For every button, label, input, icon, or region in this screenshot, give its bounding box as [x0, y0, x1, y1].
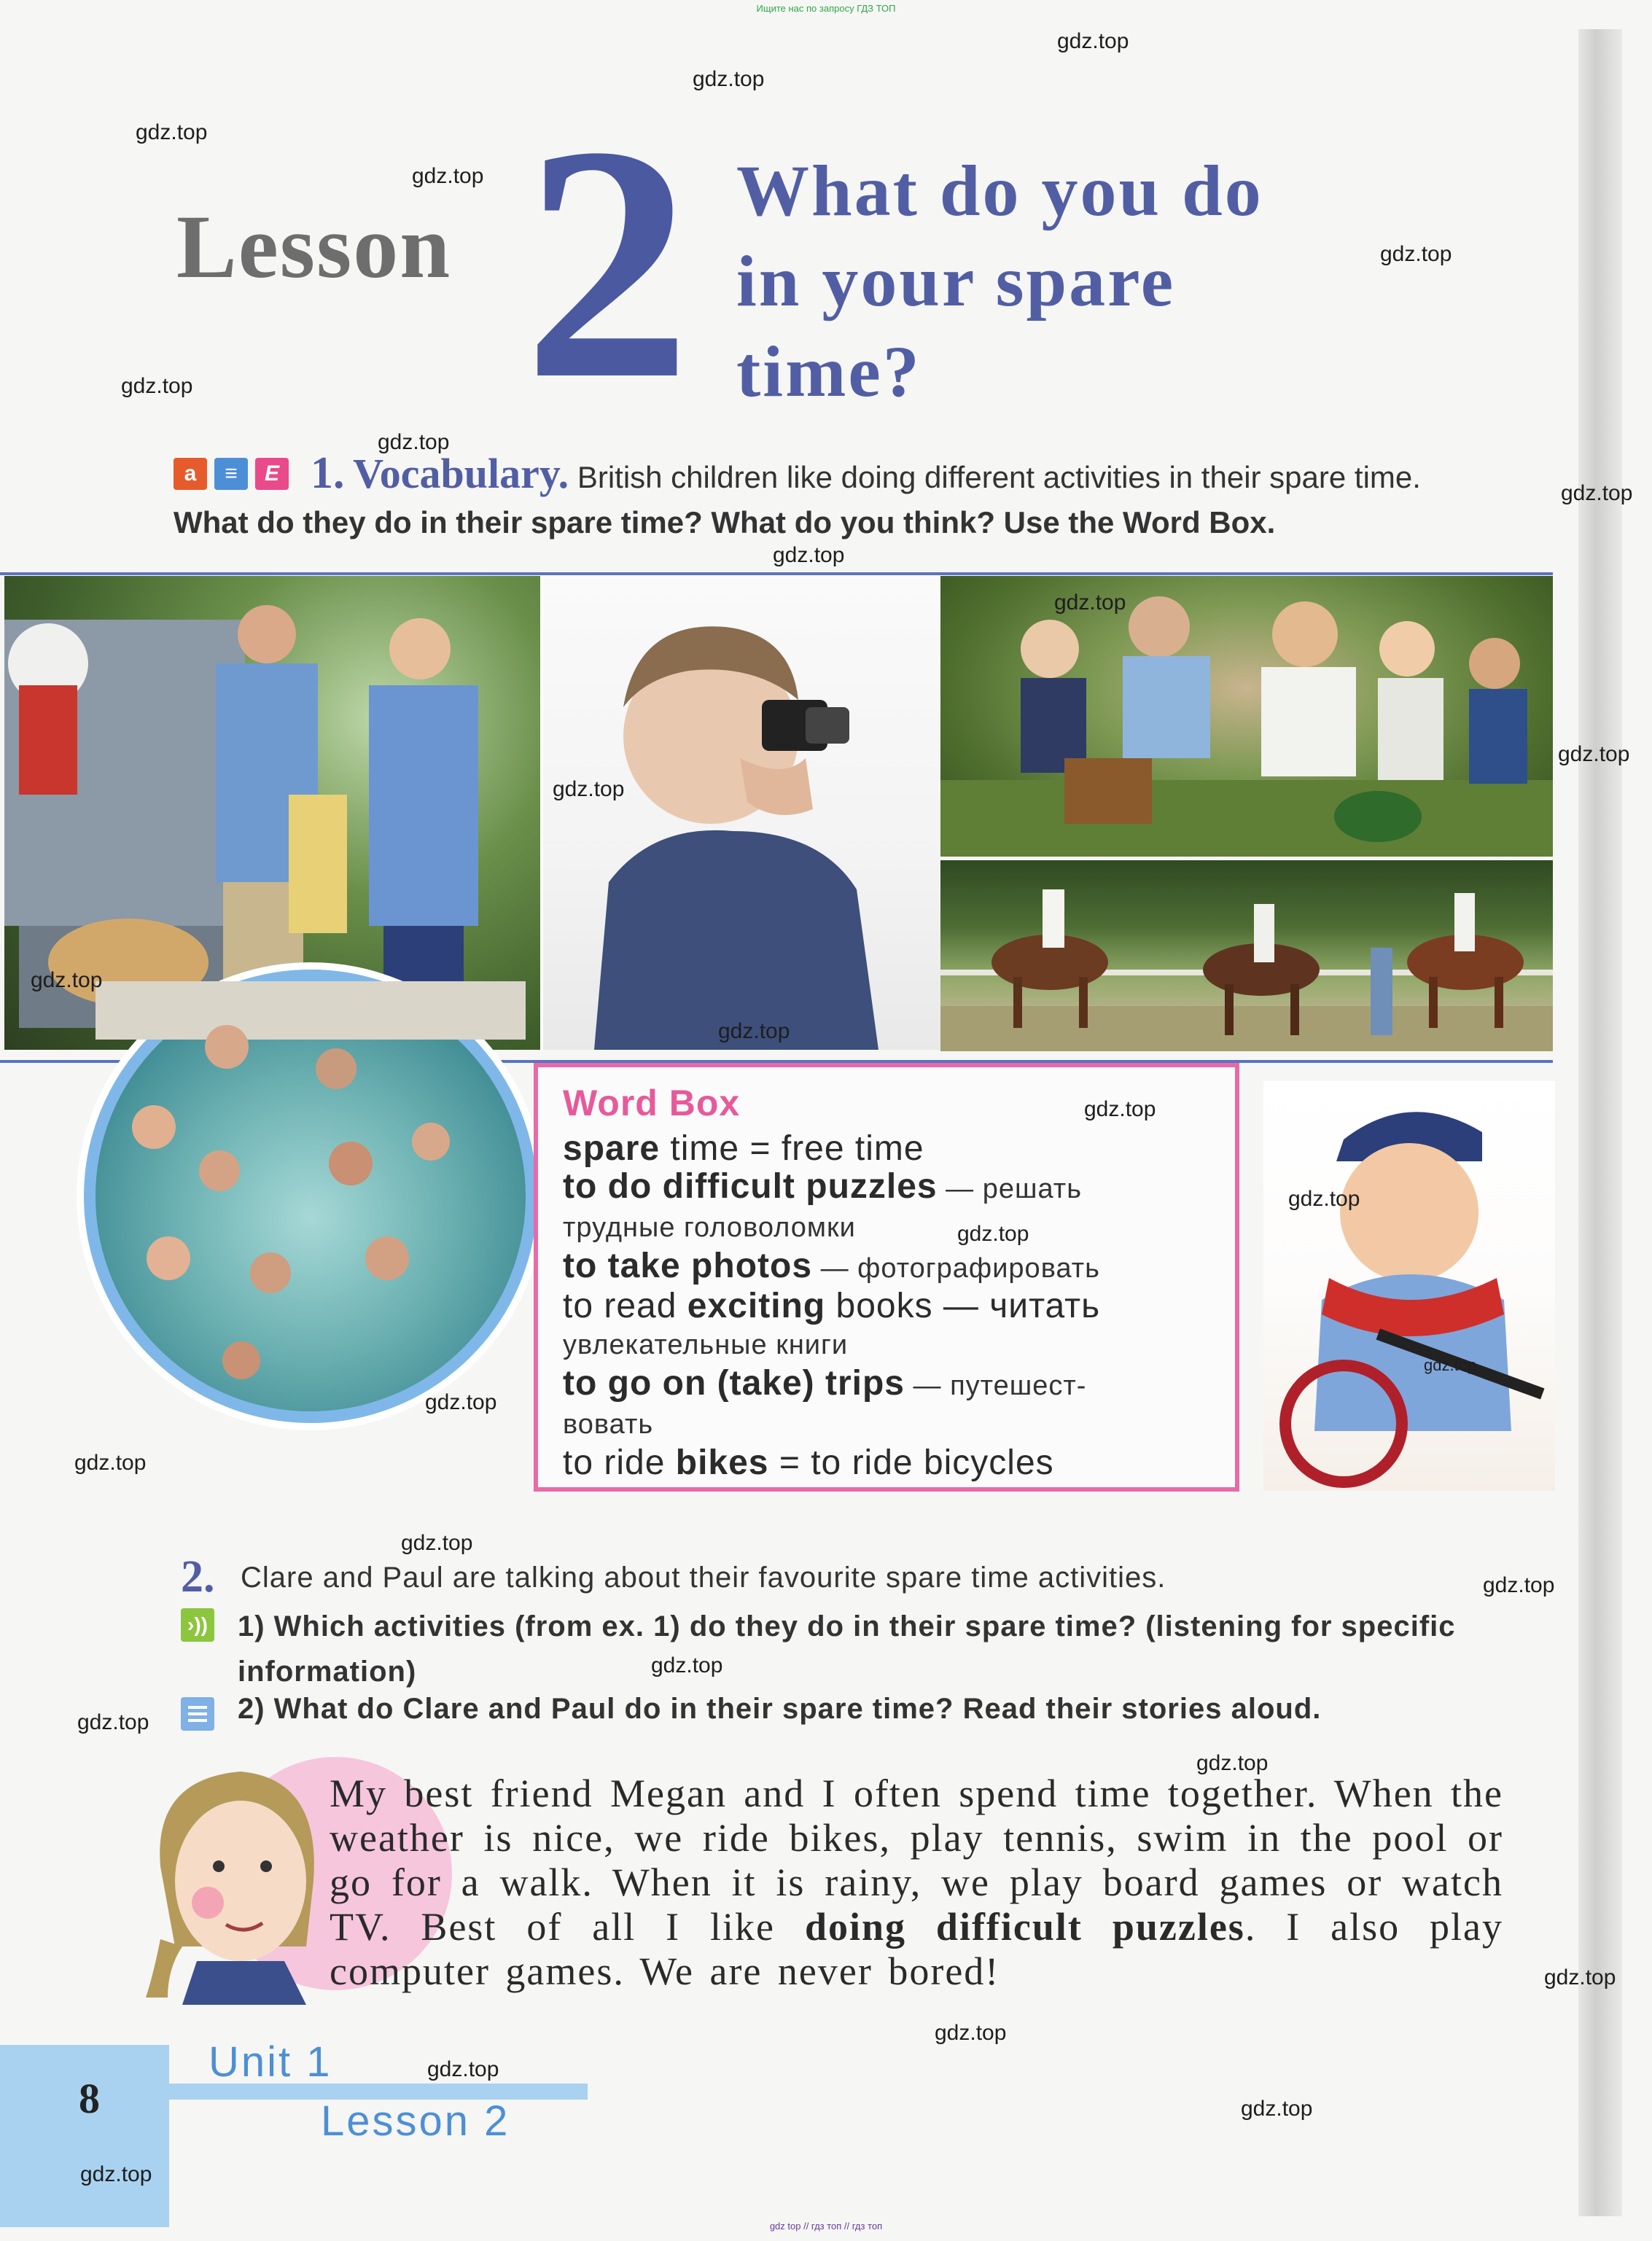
lines-icon [181, 1697, 214, 1731]
exercise2-question1: 1) Which activities (from ex. 1) do they do in their spare time? (listening for specific information) [238, 1610, 1456, 1688]
word-box-entry-bikes: to ride bikes = to ride bicycles [563, 1443, 1054, 1482]
watermark: gdz.top [425, 1390, 497, 1414]
watermark: gdz.top [1241, 2097, 1313, 2121]
watermark: gdz.top [74, 1451, 147, 1475]
exercise1-description: British children like doing different activities in their spare time. [577, 460, 1421, 494]
word-box-translation-books: увлекательные книги [563, 1330, 849, 1360]
letter-e-icon: E [255, 458, 289, 490]
boy-camera-photo [540, 576, 943, 1050]
watermark: gdz.top [1424, 1356, 1477, 1374]
watermark: gdz.top [1288, 1187, 1360, 1211]
watermark: gdz.top [378, 430, 450, 454]
lines-icon: ≡ [214, 458, 248, 490]
exercise1-number: 1. [311, 448, 345, 498]
watermark: gdz.top [773, 543, 845, 567]
clare-story: My best friend Megan and I often spend time together. When the weather is nice, we ride bikes, play tennis, swim in the pool or go for a walk. When it is rainy, we play board games or watch TV. Best of all I like doing difficult puzzles. I also play computer games. We are never bored! [330, 1772, 1503, 1993]
watermark: gdz.top [1561, 481, 1633, 505]
watermark: gdz.top [1054, 591, 1126, 615]
bottom-notice: gdz top // гдз топ // гдз топ [769, 2221, 883, 2232]
watermark: gdz.top [121, 374, 193, 398]
watermark: gdz.top [401, 1531, 473, 1555]
horse-riding-photo [940, 860, 1553, 1051]
word-box-entry-trips: to go on (take) trips — путешест- [563, 1364, 1087, 1403]
watermark: gdz.top [1084, 1097, 1156, 1121]
lesson-title-line1: What do you do [736, 150, 1263, 231]
watermark: gdz.top [1544, 1965, 1616, 1989]
exercise2-question2: 2) What do Clare and Paul do in their spare time? Read their stories aloud. [238, 1693, 1322, 1725]
lesson-title-line2: in your spare [736, 241, 1176, 321]
boy-bicycle-illustration [1263, 1081, 1555, 1491]
horse-riding-illustration [940, 860, 1553, 1051]
lesson-number: 2 [523, 77, 691, 448]
picnic-photo [940, 576, 1553, 857]
watermark: gdz.top [718, 1019, 790, 1043]
unit-label: Unit 1 [209, 2038, 332, 2086]
exercise2-number: 2. [181, 1552, 215, 1602]
word-box [534, 1063, 1239, 1492]
speaker-icon: ›)) [181, 1608, 214, 1642]
exercise1-heading: Vocabulary. [353, 450, 569, 497]
girl-portrait [139, 1757, 335, 2005]
letter-a-icon: a [174, 458, 207, 490]
watermark: gdz.top [957, 1222, 1029, 1246]
page-number-tab [0, 2045, 169, 2227]
word-box-entry-photos: to take photos — фотографировать [563, 1247, 1100, 1285]
word-box-entry-books: to read exciting books — читать [563, 1287, 1101, 1325]
word-box-title: Word Box [563, 1083, 741, 1123]
top-notice: Ищите нас по запросу ГДЗ ТОП [756, 3, 896, 14]
exercise2-intro: Clare and Paul are talking about their favourite spare time activities. [241, 1562, 1166, 1594]
girl-portrait-drawing [139, 1757, 335, 2005]
watermark: gdz.top [427, 2057, 499, 2081]
swimming-pool-photo [84, 970, 537, 1423]
watermark: gdz.top [1196, 1751, 1269, 1775]
watermark: gdz.top [412, 164, 484, 188]
watermark: gdz.top [935, 2021, 1007, 2045]
watermark: gdz.top [553, 777, 625, 801]
picnic-illustration [940, 576, 1553, 857]
word-box-translation-trips: вовать [563, 1409, 654, 1440]
swimming-pool-illustration [96, 981, 526, 1411]
watermark: gdz.top [80, 2162, 152, 2186]
lesson-title [736, 146, 1465, 417]
exercise1-text [174, 448, 1499, 545]
watermark: gdz.top [1057, 29, 1129, 53]
watermark: gdz.top [1483, 1573, 1555, 1597]
boy-bicycle-photo [1263, 1081, 1555, 1491]
watermark: gdz.top [31, 968, 103, 992]
lesson-label: Lesson 2 [321, 2097, 510, 2145]
lesson-word: Lesson [176, 197, 452, 297]
watermark: gdz.top [651, 1653, 723, 1677]
watermark: gdz.top [1558, 742, 1630, 766]
word-box-entry-spare-time: spare time = free time [563, 1129, 924, 1168]
word-box-translation-puzzles: трудные головоломки [563, 1212, 856, 1243]
watermark: gdz.top [693, 67, 765, 91]
boy-camera-illustration [543, 576, 940, 1050]
watermark: gdz.top [77, 1710, 149, 1734]
lesson-title-line3: time? [736, 331, 922, 412]
exercise1-question: What do they do in their spare time? What do you think? Use the Word Box. [174, 505, 1276, 539]
page-edge-shadow [1578, 29, 1622, 2216]
page-number: 8 [79, 2075, 100, 2122]
watermark: gdz.top [136, 120, 208, 144]
word-box-entry-puzzles: to do difficult puzzles — решать [563, 1167, 1082, 1206]
watermark: gdz.top [1380, 242, 1452, 266]
